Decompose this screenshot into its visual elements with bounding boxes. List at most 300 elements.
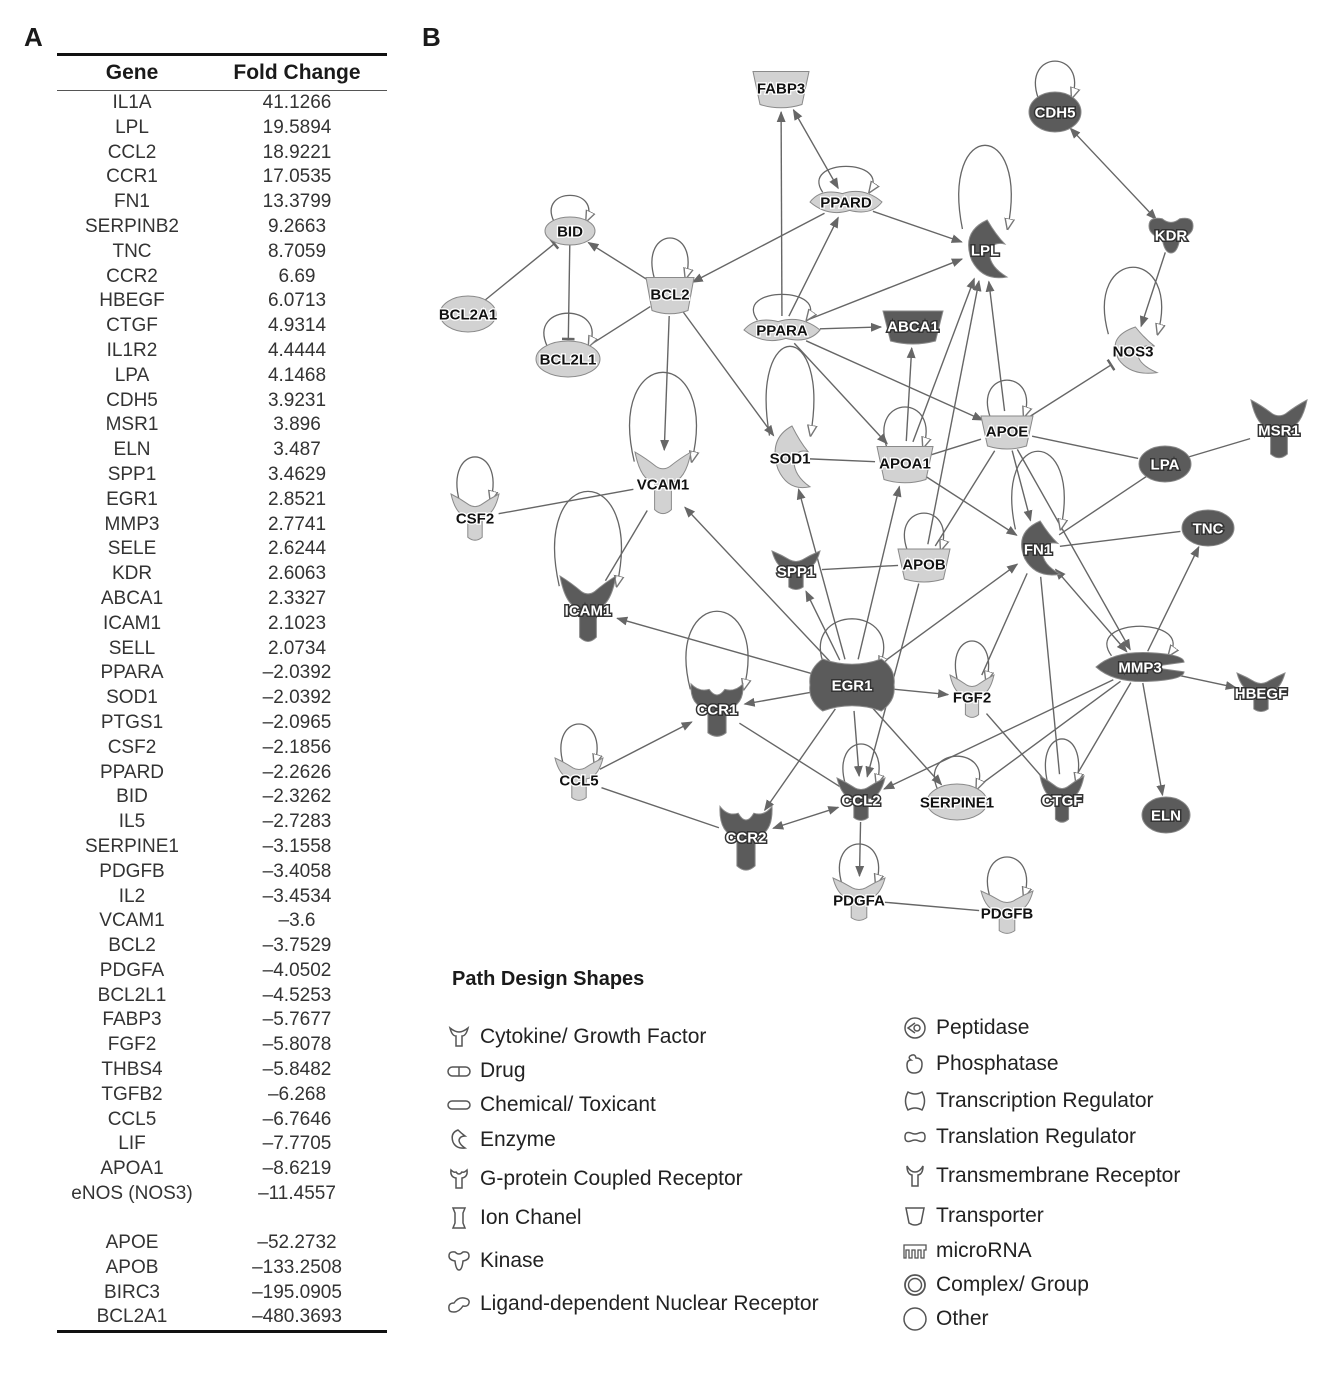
table-row [57, 314, 387, 339]
fold-change-cell: –4.0502 [262, 959, 332, 981]
gene-cell: LIF [118, 1133, 146, 1155]
legend-item-label: Ion Chanel [480, 1206, 582, 1229]
fold-change-cell: –6.268 [267, 1083, 327, 1105]
edge-apoe-lpl [989, 282, 1005, 412]
gene-cell: ABCA1 [100, 587, 164, 609]
node-lpa[interactable] [1139, 446, 1191, 482]
table-row [57, 637, 387, 662]
legend-item-cytokine [446, 1024, 706, 1050]
table-row [57, 1083, 387, 1108]
node-label-kdr: KDR [1154, 227, 1188, 245]
node-label-sod1: SOD1 [769, 450, 811, 468]
table-row [57, 562, 387, 587]
gene-cell: PTGS1 [100, 711, 164, 733]
node-label-eln: ELN [1151, 807, 1181, 825]
legend-item-label: Ligand-dependent Nuclear Receptor [480, 1292, 819, 1315]
node-label-pdgfb: PDGFB [980, 905, 1034, 923]
edge-ccl2-ccr2 [773, 807, 838, 828]
legend-item-label: Other [936, 1307, 989, 1330]
fold-change-cell: –3.6 [278, 910, 316, 932]
node-label-cdh5: CDH5 [1034, 104, 1076, 122]
edge-cdh5-kdr [1070, 128, 1156, 219]
self-loop-apoe [987, 380, 1026, 417]
node-ccl5[interactable] [555, 758, 603, 800]
table-row [57, 265, 387, 290]
fold-change-cell: –3.1558 [262, 835, 332, 857]
fold-change-cell: 2.7741 [267, 513, 327, 535]
kinase-icon [446, 1248, 472, 1274]
complex-icon [902, 1272, 928, 1298]
node-label-pdgfa: PDGFA [833, 892, 885, 910]
legend-title: Path Design Shapes [452, 968, 645, 990]
node-ppara[interactable] [744, 319, 820, 340]
legend-item-peptidase [902, 1015, 1029, 1041]
panel-a-label: A [24, 22, 43, 52]
node-label-spp1: SPP1 [776, 563, 816, 581]
node-bcl2l1[interactable] [536, 341, 600, 377]
table-row [57, 1108, 387, 1133]
fold-change-column-header: Fold Change [207, 55, 387, 91]
fold-change-cell: –2.0392 [262, 687, 332, 709]
node-ctgf[interactable] [1040, 776, 1084, 822]
fold-change-cell: –6.7646 [262, 1108, 332, 1130]
fold-change-cell: 9.2663 [267, 215, 327, 237]
legend-item-phosphatase [902, 1051, 1059, 1077]
table-row [57, 587, 387, 612]
table-row [57, 711, 387, 736]
gene-cell: APOB [105, 1256, 159, 1278]
legend-item-translation-regulator [902, 1124, 1136, 1150]
node-sod1[interactable] [770, 426, 811, 488]
other-icon [902, 1306, 928, 1332]
legend-item-gpcr [446, 1166, 743, 1192]
legend-item-label: Complex/ Group [936, 1273, 1089, 1296]
fold-change-cell: 4.4444 [267, 339, 327, 361]
table-row [57, 1132, 387, 1157]
gene-cell: CCL2 [107, 141, 157, 163]
gene-cell: SELE [107, 538, 157, 560]
edge-bcl2a1-bid [485, 244, 554, 300]
self-loop-vcam1 [630, 372, 697, 461]
edge-apoa1-fn1 [927, 477, 1017, 535]
edge-apoe-nos3 [1027, 365, 1111, 418]
edge-bcl2-bid [588, 243, 650, 282]
node-apoa1[interactable] [877, 447, 933, 483]
edge-egr1-ccr1 [745, 692, 812, 704]
table-row [57, 661, 387, 686]
node-label-egr1: EGR1 [831, 677, 873, 695]
node-fgf2[interactable] [950, 675, 994, 717]
edge-egr1-spp1 [806, 591, 840, 660]
edge-egr1-fgf2 [893, 689, 948, 694]
table-row [57, 1182, 387, 1231]
gene-column-header: Gene [57, 55, 207, 91]
node-pdgfa[interactable] [833, 878, 885, 920]
self-loop-ppard [819, 166, 873, 192]
node-label-ctgf: CTGF [1041, 792, 1083, 810]
edge-ccl2-pdgfa [859, 822, 860, 876]
node-egr1[interactable] [810, 659, 895, 711]
gene-cell: LPA [114, 364, 150, 386]
table-row [57, 91, 387, 116]
fold-change-cell: 6.0713 [267, 290, 327, 312]
node-fabp3[interactable] [753, 72, 809, 108]
gene-cell: EGR1 [106, 488, 158, 510]
table-row [57, 438, 387, 463]
table-row [57, 984, 387, 1009]
node-kdr[interactable] [1149, 218, 1193, 253]
edge-egr1-vcam1 [685, 507, 831, 662]
fold-change-cell: –5.8078 [262, 1034, 332, 1056]
gene-cell: PDGFB [99, 860, 165, 882]
fold-change-cell: –3.4534 [262, 885, 332, 907]
node-label-bid: BID [557, 223, 583, 241]
fold-change-cell: 2.1023 [267, 612, 327, 634]
edge-ccr1-ccl2 [739, 723, 839, 786]
legend-item-kinase [446, 1248, 544, 1274]
edge-ppara-abca1 [820, 327, 881, 329]
gpcr-icon [446, 1166, 472, 1192]
fold-change-cell: –2.0392 [262, 662, 332, 684]
node-bid[interactable] [545, 217, 595, 245]
table-row [57, 761, 387, 786]
gene-cell: eNOS (NOS3) [71, 1183, 193, 1205]
edge-mmp3-eln [1143, 683, 1163, 795]
legend-item-complex [902, 1272, 1089, 1298]
table-row [57, 736, 387, 761]
chemical-icon [446, 1092, 472, 1118]
edge-apoa1-abca1 [906, 348, 911, 441]
node-label-ppard: PPARD [820, 194, 872, 212]
gene-cell: FN1 [114, 191, 150, 213]
translation-regulator-icon [902, 1124, 928, 1150]
table-row [57, 860, 387, 885]
gene-cell: PPARD [99, 761, 165, 783]
fold-change-cell: –2.7283 [262, 811, 332, 833]
legend-item-other [902, 1306, 989, 1332]
table-row [57, 1008, 387, 1033]
edge-egr1-icam1 [617, 618, 814, 674]
legend-item-microrna [902, 1238, 1032, 1264]
fold-change-cell: –3.7529 [262, 935, 332, 957]
gene-cell: IL5 [118, 811, 146, 833]
fold-change-cell: 41.1266 [262, 92, 332, 113]
gene-cell: SPP1 [107, 463, 157, 485]
table-row [57, 959, 387, 984]
node-pdgfb[interactable] [981, 891, 1034, 933]
edge-apoa1-apoe [931, 439, 981, 455]
gene-cell: SOD1 [106, 687, 158, 709]
fold-change-cell: 3.896 [273, 414, 321, 436]
table-row [57, 1281, 387, 1306]
table-row [57, 612, 387, 637]
table-row [57, 289, 387, 314]
node-label-serpine1: SERPINE1 [919, 794, 995, 812]
legend-item-transmembrane-receptor [902, 1163, 1180, 1189]
node-apoe[interactable] [981, 416, 1033, 449]
legend-item-chemical [446, 1092, 656, 1118]
self-loop-ccl5 [561, 724, 597, 765]
self-loop-apoa1 [884, 407, 926, 448]
phosphatase-icon [902, 1051, 928, 1077]
legend-item-label: Transcription Regulator [936, 1089, 1154, 1112]
gene-cell: VCAM1 [99, 910, 165, 932]
gene-cell: FGF2 [107, 1034, 157, 1056]
transporter-icon [902, 1203, 928, 1229]
node-label-abca1: ABCA1 [887, 318, 939, 336]
table-row [57, 1058, 387, 1083]
gene-cell: BIRC3 [104, 1281, 160, 1303]
legend-item-label: Transporter [936, 1204, 1044, 1227]
edge-ppara-ppard [789, 218, 838, 317]
gene-cell: ELN [113, 439, 151, 461]
edge-ppara-fabp3 [781, 112, 782, 316]
gene-cell: IL2 [118, 885, 146, 907]
legend-item-drug [446, 1058, 526, 1084]
fold-change-cell: 4.1468 [267, 364, 327, 386]
fold-change-cell: 19.5894 [262, 116, 332, 138]
edge-vcam1-icam1 [605, 510, 647, 580]
node-label-bcl2: BCL2 [650, 286, 690, 304]
fold-change-cell: 3.9231 [267, 389, 327, 411]
legend-item-label: Transmembrane Receptor [936, 1164, 1181, 1187]
edge-mmp3-tnc [1148, 547, 1199, 651]
self-loop-egr1 [820, 619, 883, 667]
gene-cell: PPARA [100, 662, 164, 684]
self-loop-nos3 [1104, 267, 1161, 334]
gene-cell: THBS4 [101, 1059, 163, 1081]
node-label-apoe: APOE [985, 423, 1029, 441]
fold-change-cell: –5.7677 [262, 1009, 332, 1031]
gene-cell: LPL [115, 116, 149, 138]
node-abca1[interactable] [883, 311, 943, 344]
table-row [57, 537, 387, 562]
transmembrane-receptor-icon [902, 1163, 928, 1189]
node-hbegf[interactable] [1235, 673, 1288, 712]
node-label-ccr2: CCR2 [725, 829, 767, 847]
edge-apob-spp1 [822, 565, 898, 569]
fold-change-cell: –8.6219 [262, 1158, 332, 1180]
table-row [57, 116, 387, 141]
edge-bcl2-bcl2l1 [591, 307, 650, 345]
node-label-bcl2l1: BCL2L1 [539, 351, 597, 369]
node-csf2[interactable] [451, 494, 499, 540]
node-serpine1[interactable] [920, 784, 994, 820]
node-icam1[interactable] [560, 576, 616, 641]
table-row [57, 686, 387, 711]
edge-sod1-apoa1 [810, 459, 875, 462]
gene-cell: CDH5 [106, 389, 158, 411]
self-loop-apob [904, 513, 943, 550]
fold-change-cell: –3.4058 [262, 860, 332, 882]
gene-cell: TNC [112, 240, 152, 262]
fold-change-cell: 6.69 [278, 265, 316, 287]
fold-change-cell: –4.5253 [262, 984, 332, 1006]
legend-item-enzyme [446, 1127, 556, 1153]
fold-change-cell: 2.6244 [267, 538, 327, 560]
node-vcam1[interactable] [635, 452, 691, 514]
self-loop-ccr1 [686, 611, 748, 689]
self-loop-pdgfb [987, 857, 1026, 898]
gene-cell: BCL2A1 [57, 1305, 207, 1331]
gene-cell: ICAM1 [102, 612, 162, 634]
legend-item-label: Drug [480, 1059, 526, 1082]
edge-bcl2-vcam1 [664, 316, 669, 450]
node-label-mmp3: MMP3 [1118, 659, 1162, 677]
node-bcl2[interactable] [646, 278, 694, 314]
self-loop-sod1 [766, 346, 814, 435]
edge-pdgfa-pdgfb [885, 902, 979, 910]
microrna-icon [902, 1238, 928, 1264]
node-eln[interactable] [1142, 797, 1190, 833]
legend-item-label: Peptidase [936, 1016, 1030, 1039]
gene-cell: IL1A [112, 92, 152, 113]
table-row [57, 339, 387, 364]
edge-ccl5-ccr1 [600, 722, 692, 769]
edge-ccl5-ccr2 [601, 788, 718, 828]
node-label-nos3: NOS3 [1112, 343, 1154, 361]
fold-change-cell: –2.2626 [262, 761, 332, 783]
gene-cell: CCR2 [106, 265, 158, 287]
node-ppard[interactable] [810, 191, 882, 212]
table-row [57, 1157, 387, 1182]
self-loop-ccl2 [843, 744, 879, 785]
node-tnc[interactable] [1182, 510, 1234, 546]
table-row [57, 1305, 387, 1331]
table-row [57, 389, 387, 414]
edge-egr1-fn1 [879, 564, 1017, 665]
fold-change-cell: –7.7705 [262, 1133, 332, 1155]
gene-cell: APOA1 [100, 1158, 164, 1180]
fold-change-table [57, 53, 387, 1333]
legend-item-transcription-regulator [902, 1088, 1154, 1114]
node-bcl2a1[interactable] [439, 296, 497, 332]
node-label-ccl2: CCL2 [841, 792, 881, 810]
edge-fgf2-ctgf [986, 714, 1045, 782]
table-row [57, 909, 387, 934]
table-row [57, 141, 387, 166]
node-label-fgf2: FGF2 [952, 689, 992, 707]
fold-change-cell: 3.487 [273, 439, 321, 461]
node-label-csf2: CSF2 [455, 510, 495, 528]
node-label-hbegf: HBEGF [1234, 685, 1288, 703]
fold-change-cell: 2.6063 [267, 563, 327, 585]
fold-change-cell: –480.3693 [207, 1305, 387, 1331]
node-label-ccl5: CCL5 [559, 772, 599, 790]
gene-cell: SERPINE1 [85, 835, 179, 857]
node-label-lpa: LPA [1150, 456, 1180, 474]
table-row [57, 885, 387, 910]
gene-cell: BCL2 [108, 935, 156, 957]
node-label-fn1: FN1 [1023, 541, 1053, 559]
node-label-vcam1: VCAM1 [636, 476, 690, 494]
edge-ppard-fabp3 [793, 110, 838, 189]
panel-b-label: B [422, 22, 441, 52]
edge-ppara-apoa1 [794, 343, 887, 443]
fold-change-cell: –2.1856 [262, 736, 332, 758]
legend-item-label: Chemical/ Toxicant [480, 1093, 656, 1116]
node-spp1[interactable] [772, 551, 820, 590]
peptidase-icon [902, 1015, 928, 1041]
node-cdh5[interactable] [1029, 92, 1081, 132]
node-label-apoa1: APOA1 [879, 455, 931, 473]
table-row [57, 810, 387, 835]
node-msr1[interactable] [1251, 400, 1307, 458]
gene-cell: KDR [111, 563, 153, 585]
node-mmp3[interactable] [1096, 652, 1184, 681]
node-ccl2[interactable] [837, 778, 885, 820]
gene-cell: MSR1 [105, 414, 159, 436]
node-label-bcl2a1: BCL2A1 [438, 306, 498, 324]
legend-item-label: Kinase [480, 1249, 545, 1272]
table-row [57, 190, 387, 215]
node-label-lpl: LPL [970, 242, 1000, 260]
table-row [57, 463, 387, 488]
gene-cell: IL1R2 [106, 339, 158, 361]
cytokine-icon [446, 1024, 472, 1050]
table-row [57, 364, 387, 389]
node-ccr1[interactable] [691, 684, 743, 737]
gene-cell: BCL2L1 [97, 984, 167, 1006]
self-loop-csf2 [457, 457, 493, 501]
node-fn1[interactable] [1022, 521, 1060, 575]
legend-item-label: Cytokine/ Growth Factor [480, 1025, 707, 1048]
gene-cell: SERPINB2 [85, 215, 179, 237]
table-row [57, 1231, 387, 1256]
table-row [57, 240, 387, 265]
edge-lpa-msr1 [1189, 439, 1250, 457]
fold-change-cell: 8.7059 [267, 240, 327, 262]
fold-change-cell: 2.3327 [267, 587, 327, 609]
edge-ppard-bcl2 [693, 213, 825, 282]
table-row [57, 488, 387, 513]
table-row [57, 785, 387, 810]
edge-fn1-tnc [1060, 531, 1181, 546]
fold-change-cell: –2.0965 [262, 711, 332, 733]
legend-item-label: Enzyme [480, 1128, 556, 1151]
table-row [57, 413, 387, 438]
fold-change-cell: 17.0535 [262, 166, 332, 188]
node-apob[interactable] [898, 549, 950, 582]
edge-bid-bcl2l1 [568, 245, 569, 339]
fold-change-cell: 3.4629 [267, 463, 327, 485]
edge-egr1-ccl2 [854, 711, 859, 776]
node-lpl[interactable] [969, 220, 1007, 278]
self-loop-bcl2 [652, 238, 688, 279]
fold-change-cell: 2.8521 [267, 488, 327, 510]
node-nos3[interactable] [1113, 327, 1157, 373]
legend-item-ion-channel [446, 1205, 582, 1231]
table-row [57, 934, 387, 959]
edge-ppara-apoe [806, 341, 983, 420]
table-row [57, 1033, 387, 1058]
edge-apob-apoe [935, 451, 994, 546]
fold-change-cell: 18.9221 [262, 141, 332, 163]
gene-cell: HBEGF [99, 290, 165, 312]
node-ccr2[interactable] [720, 806, 772, 870]
legend-item-label: G-protein Coupled Receptor [480, 1167, 743, 1190]
fold-change-cell: 2.0734 [267, 637, 327, 659]
nuclear-receptor-icon [446, 1291, 472, 1317]
gene-cell: BID [116, 786, 148, 808]
table-header-row [57, 55, 387, 91]
fold-change-cell: 13.3799 [262, 191, 332, 213]
edge-ppard-lpl [873, 211, 962, 242]
ion-channel-icon [446, 1205, 472, 1231]
fold-change-cell: –5.8482 [262, 1059, 332, 1081]
table-row [57, 215, 387, 240]
fold-change-cell: –133.2508 [252, 1256, 342, 1278]
